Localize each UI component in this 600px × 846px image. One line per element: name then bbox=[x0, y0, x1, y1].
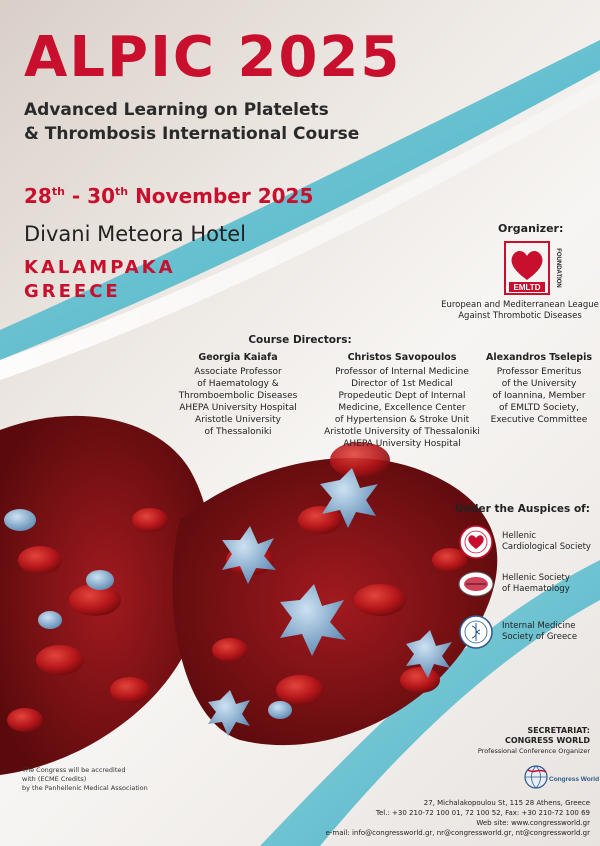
director-details: Professor of Internal Medicine Director of 1st Medical Propedeutic Dept of Internal Medicine, Excellence Center of Hypertension & Stroke Unit Aristotle University of Thessaloniki AHEPA University Hospital bbox=[324, 367, 480, 449]
start-day: 28 bbox=[24, 184, 52, 208]
director-card bbox=[168, 352, 308, 438]
director-card bbox=[482, 352, 596, 426]
red-blood-cell bbox=[7, 708, 43, 732]
auspice-name: Internal Medicine Society of Greece bbox=[502, 621, 578, 642]
city-country: KALAMPAKA GREECE bbox=[24, 257, 176, 302]
platelet bbox=[38, 611, 62, 629]
red-blood-cell bbox=[354, 584, 406, 616]
secretariat-block bbox=[478, 726, 590, 756]
auspice-item bbox=[458, 524, 591, 560]
red-blood-cell bbox=[132, 508, 168, 532]
red-blood-cell bbox=[276, 675, 324, 705]
congress-world-logo-text: Congress World bbox=[549, 776, 600, 783]
emltd-logo bbox=[503, 240, 563, 296]
platelet bbox=[268, 701, 292, 719]
foundation-text: FOUNDATION bbox=[555, 248, 561, 288]
organizer-label: Organizer: bbox=[498, 222, 564, 235]
red-blood-cell bbox=[212, 638, 248, 662]
event-title: ALPIC 2025 bbox=[24, 25, 402, 90]
red-blood-cell bbox=[400, 667, 440, 693]
organizer-name: European and Mediterranean League Against Thrombotic Diseases bbox=[441, 300, 599, 321]
secretariat-address: 27, Michalakopoulou St, 115 28 Athens, Greece Tel.: +30 210-72 100 01, 72 100 52, Fax: +30 210-72 100 69 Web site: www.congressworld.gr e-mail: info@congressworld.gr, nr@congressworld.gr, nt@congressworld.gr bbox=[325, 799, 590, 837]
auspice-item bbox=[458, 566, 570, 602]
secretariat-tagline: Professional Conference Organizer bbox=[477, 747, 590, 755]
auspice-name: Hellenic Society of Haematology bbox=[502, 573, 570, 594]
auspice-item bbox=[458, 614, 577, 650]
director-name: Alexandros Tselepis bbox=[485, 352, 593, 363]
director-card bbox=[322, 352, 482, 450]
start-day-suffix: th bbox=[51, 185, 65, 198]
emltd-logo-text: EMLTD bbox=[513, 283, 541, 292]
venue: Divani Meteora Hotel bbox=[24, 222, 246, 246]
course-directors-label: Course Directors: bbox=[248, 334, 352, 346]
event-subtitle: Advanced Learning on Platelets & Thrombosis International Course bbox=[24, 100, 360, 144]
auspices-label: Under the Auspices of: bbox=[455, 503, 590, 515]
congress-world-logo bbox=[524, 762, 600, 792]
secretariat-company: CONGRESS WORLD bbox=[504, 736, 590, 745]
director-name: Christos Savopoulos bbox=[347, 352, 457, 363]
cme-note: The Congress will be accredited with (ECME Credits) by the Panhellenic Medical Association bbox=[22, 766, 148, 792]
auspice-name: Hellenic Cardiological Society bbox=[502, 531, 591, 552]
globe-icon bbox=[524, 762, 600, 792]
director-details: Associate Professor of Haematology & Thromboembolic Diseases AHEPA University Hospital Aristotle University of Thessaloniki bbox=[178, 367, 298, 437]
imsg-seal-icon bbox=[458, 614, 494, 650]
end-day: 30 bbox=[87, 184, 116, 208]
red-blood-cell bbox=[36, 645, 84, 675]
hsh-logo-icon bbox=[458, 566, 494, 602]
director-name: Georgia Kaiafa bbox=[198, 352, 278, 363]
emltd-heart-icon bbox=[503, 240, 563, 296]
hcs-seal-icon bbox=[458, 524, 494, 560]
platelet bbox=[4, 509, 36, 531]
date-month-year: November 2025 bbox=[128, 184, 314, 208]
event-dates bbox=[24, 184, 313, 208]
date-separator: - bbox=[64, 184, 88, 208]
platelet bbox=[86, 570, 114, 590]
director-details: Professor Emeritus of the University of Ioannina, Member of EMLTD Society, Executive Committee bbox=[490, 367, 588, 425]
red-blood-cell bbox=[110, 677, 150, 703]
end-day-suffix: th bbox=[115, 185, 129, 198]
secretariat-label: SECRETARIAT: bbox=[527, 726, 590, 735]
red-blood-cell bbox=[18, 546, 62, 574]
